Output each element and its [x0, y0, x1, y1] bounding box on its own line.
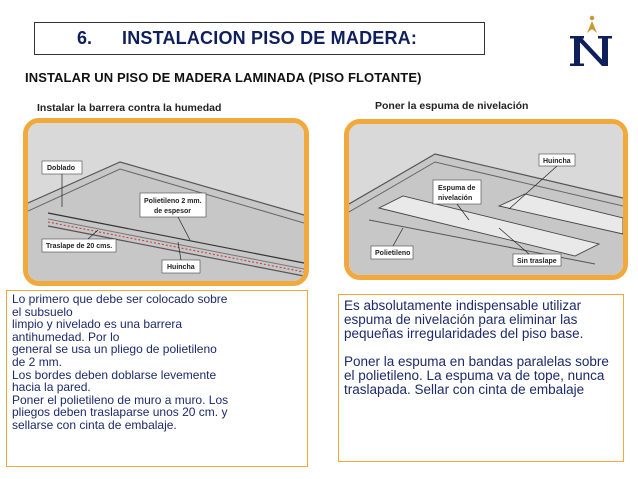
- text-line: Poner el polietileno de muro a muro. Los: [12, 392, 229, 407]
- leveling-foam-illustration: [344, 119, 628, 280]
- text-line: Lo primero que debe ser colocado sobre: [12, 292, 228, 306]
- moisture-barrier-illustration: [23, 118, 309, 286]
- label-traslape: Traslape de 20 cms.: [46, 243, 113, 250]
- text-line: sellarse con cinta de embalaje.: [12, 417, 177, 432]
- text-line: general se usa un pliego de polietileno: [12, 342, 217, 357]
- text-line: pliegos deben traslaparse unos 20 cm. y: [12, 405, 228, 420]
- right-panel-caption: Poner la espuma de nivelación: [375, 100, 529, 112]
- label-polietileno-1: Polietileno 2 mm.: [144, 198, 202, 205]
- text-line: antihumedad. Por lo: [12, 329, 120, 344]
- label-espuma-1: Espuma de: [438, 185, 476, 192]
- moisture-barrier-text: [6, 290, 308, 467]
- text-line: limpio y nivelado es una barrera: [12, 317, 183, 332]
- left-panel-caption: Instalar la barrera contra la humedad: [37, 102, 222, 114]
- paragraph-1: Es absolutamente indispensable utilizar espuma de nivelación para eliminar las pequeñas irregularidades del piso base.: [344, 298, 584, 341]
- text-line: el subsuelo: [12, 304, 73, 319]
- label-polietileno-2: de espesor: [154, 208, 191, 215]
- label-doblado: Doblado: [47, 165, 75, 172]
- label-huincha-right: Huincha: [543, 158, 571, 165]
- label-polietileno-right: Polietileno: [375, 250, 411, 257]
- section-number: 6.: [77, 28, 93, 48]
- page-subtitle: INSTALAR UN PISO DE MADERA LAMINADA (PISO FLOTANTE): [25, 70, 422, 85]
- paragraph-2: Poner la espuma en bandas paralelas sobre el polietileno. La espuma va de tope, nunca traslapada. Sellar con cinta de embalaje: [344, 354, 609, 397]
- section-title-box: [34, 22, 485, 55]
- moisture-barrier-drawing: [28, 123, 304, 281]
- paragraph-gap: [344, 341, 618, 355]
- label-espuma-2: nivelación: [438, 195, 473, 202]
- text-line: de 2 mm.: [12, 354, 63, 369]
- label-huincha: Huincha: [167, 264, 195, 271]
- text-line: hacia la pared.: [12, 380, 91, 395]
- leveling-foam-drawing: [349, 124, 623, 275]
- leveling-foam-text: [338, 294, 624, 462]
- logo-n-icon: [566, 12, 616, 74]
- section-title: INSTALACION PISO DE MADERA:: [122, 28, 418, 48]
- text-line: Los bordes deben doblarse levemente: [12, 367, 217, 382]
- label-sin-traslape: Sin traslape: [517, 258, 557, 265]
